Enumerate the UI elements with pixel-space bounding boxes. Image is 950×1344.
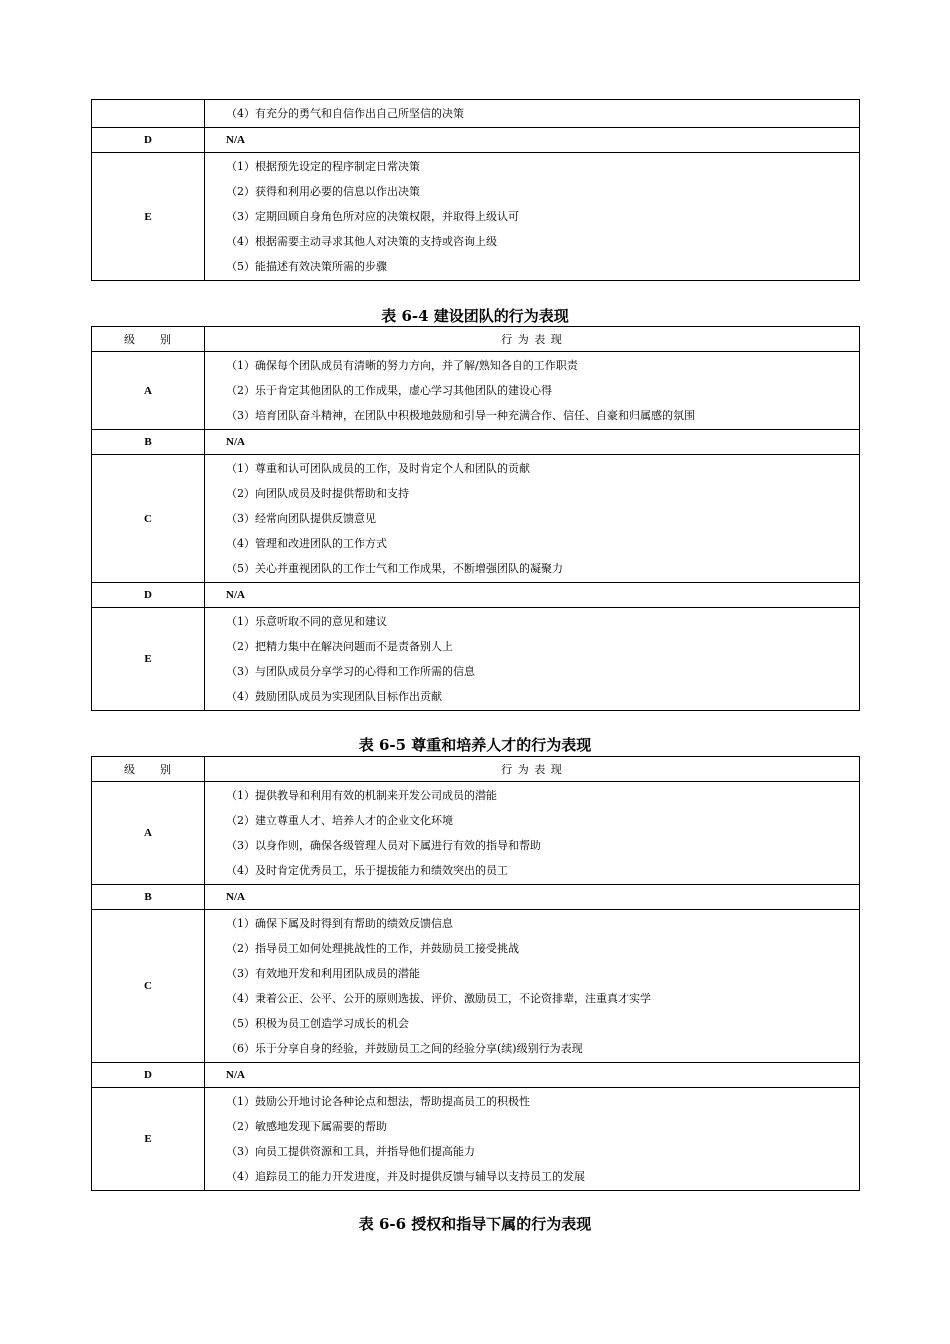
behavior-item: （1）尊重和认可团队成员的工作，及时肯定个人和团队的贡献 <box>226 462 530 475</box>
table-row <box>92 782 860 885</box>
table-prev-continuation <box>91 99 860 281</box>
table-row <box>92 1063 860 1088</box>
level-cell: D <box>92 1063 205 1088</box>
level-cell: D <box>92 583 205 608</box>
table-row <box>92 153 860 281</box>
table-row <box>92 352 860 430</box>
behavior-item: （2）向团队成员及时提供帮助和支持 <box>226 487 409 500</box>
level-cell: B <box>92 885 205 910</box>
behavior-item: （4）追踪员工的能力开发进度，并及时提供反馈与辅导以支持员工的发展 <box>226 1170 585 1183</box>
behavior-item: （2）乐于肯定其他团队的工作成果，虚心学习其他团队的建设心得 <box>226 384 552 397</box>
behavior-item: （1）确保每个团队成员有清晰的努力方向，并了解/熟知各自的工作职责 <box>226 359 578 372</box>
behavior-item: （3）定期回顾自身角色所对应的决策权限，并取得上级认可 <box>226 210 519 223</box>
behavior-item: （2）获得和利用必要的信息以作出决策 <box>226 185 420 198</box>
header-behavior: 行 为 表 现 <box>205 757 860 782</box>
behavior-item: （3）经常向团队提供反馈意见 <box>226 512 376 525</box>
level-cell: E <box>92 1088 205 1191</box>
table-row <box>92 885 860 910</box>
behavior-na: N/A <box>205 128 860 153</box>
level-cell: C <box>92 455 205 583</box>
behavior-item: （2）把精力集中在解决问题而不是责备别人上 <box>226 640 453 653</box>
header-level: 级 别 <box>92 327 205 352</box>
behavior-item: （4）鼓励团队成员为实现团队目标作出贡献 <box>226 690 442 703</box>
behavior-na: N/A <box>205 583 860 608</box>
level-cell: A <box>92 352 205 430</box>
behavior-na: N/A <box>205 1063 860 1088</box>
behavior-item: （1）鼓励公开地讨论各种论点和想法，帮助提高员工的积极性 <box>226 1095 530 1108</box>
behavior-item: （3）向员工提供资源和工具，并指导他们提高能力 <box>226 1145 475 1158</box>
table-6-4-caption: 表 6-4 建设团队的行为表现 <box>381 307 569 325</box>
behavior-na: N/A <box>205 885 860 910</box>
behavior-item: （3）与团队成员分享学习的心得和工作所需的信息 <box>226 665 475 678</box>
behavior-item: （4）根据需要主动寻求其他人对决策的支持或咨询上级 <box>226 235 497 248</box>
table-row <box>92 583 860 608</box>
table-row <box>92 608 860 711</box>
level-cell: D <box>92 128 205 153</box>
behavior-item: （5）积极为员工创造学习成长的机会 <box>226 1017 409 1030</box>
behavior-item: （4）秉着公正、公平、公开的原则选拔、评价、激励员工，不论资排辈，注重真才实学 <box>226 992 651 1005</box>
behavior-item: （1）根据预先设定的程序制定日常决策 <box>226 160 420 173</box>
table-6-6-caption: 表 6-6 授权和指导下属的行为表现 <box>358 1215 592 1233</box>
behavior-item: （5）能描述有效决策所需的步骤 <box>226 260 387 273</box>
behavior-item: （2）建立尊重人才、培养人才的企业文化环境 <box>226 814 453 827</box>
behavior-item: （3）以身作则，确保各级管理人员对下属进行有效的指导和帮助 <box>226 839 541 852</box>
behavior-cell <box>205 1088 860 1191</box>
table-row <box>92 455 860 583</box>
header-row <box>92 327 860 352</box>
behavior-item: （1）确保下属及时得到有帮助的绩效反馈信息 <box>226 917 453 930</box>
header-level: 级 别 <box>92 757 205 782</box>
behavior-item: （2）指导员工如何处理挑战性的工作，并鼓励员工接受挑战 <box>226 942 519 955</box>
behavior-item: （4）管理和改进团队的工作方式 <box>226 537 387 550</box>
behavior-cell <box>205 910 860 1063</box>
behavior-item: （2）敏感地发现下属需要的帮助 <box>226 1120 387 1133</box>
behavior-cell <box>205 153 860 281</box>
behavior-cell <box>205 782 860 885</box>
level-cell: B <box>92 430 205 455</box>
behavior-cell <box>205 455 860 583</box>
level-cell: A <box>92 782 205 885</box>
table-row <box>92 1088 860 1191</box>
behavior-item: （4）有充分的勇气和自信作出自己所坚信的决策 <box>226 107 464 120</box>
table-row <box>92 100 860 128</box>
level-cell <box>92 100 205 128</box>
behavior-item: （1）提供教导和利用有效的机制来开发公司成员的潜能 <box>226 789 497 802</box>
header-row <box>92 757 860 782</box>
level-cell: C <box>92 910 205 1063</box>
table-6-5 <box>91 756 860 1191</box>
table-6-5-caption: 表 6-5 尊重和培养人才的行为表现 <box>358 736 592 754</box>
behavior-item: （4）及时肯定优秀员工，乐于提拔能力和绩效突出的员工 <box>226 864 508 877</box>
behavior-item: （1）乐意听取不同的意见和建议 <box>226 615 387 628</box>
table-6-4 <box>91 326 860 711</box>
table-row <box>92 128 860 153</box>
level-cell: E <box>92 608 205 711</box>
behavior-cell <box>205 608 860 711</box>
behavior-item: （5）关心并重视团队的工作士气和工作成果，不断增强团队的凝聚力 <box>226 562 563 575</box>
level-cell: E <box>92 153 205 281</box>
behavior-cell <box>205 352 860 430</box>
behavior-cell <box>205 100 860 128</box>
header-behavior: 行 为 表 现 <box>205 327 860 352</box>
table-row <box>92 430 860 455</box>
behavior-item: （3）有效地开发和利用团队成员的潜能 <box>226 967 420 980</box>
behavior-na: N/A <box>205 430 860 455</box>
table-row <box>92 910 860 1063</box>
behavior-item: （3）培育团队奋斗精神，在团队中积极地鼓励和引导一种充满合作、信任、自豪和归属感的氛围 <box>226 409 695 422</box>
behavior-item: （6）乐于分享自身的经验，并鼓励员工之间的经验分享(续)级别行为表现 <box>226 1042 583 1055</box>
